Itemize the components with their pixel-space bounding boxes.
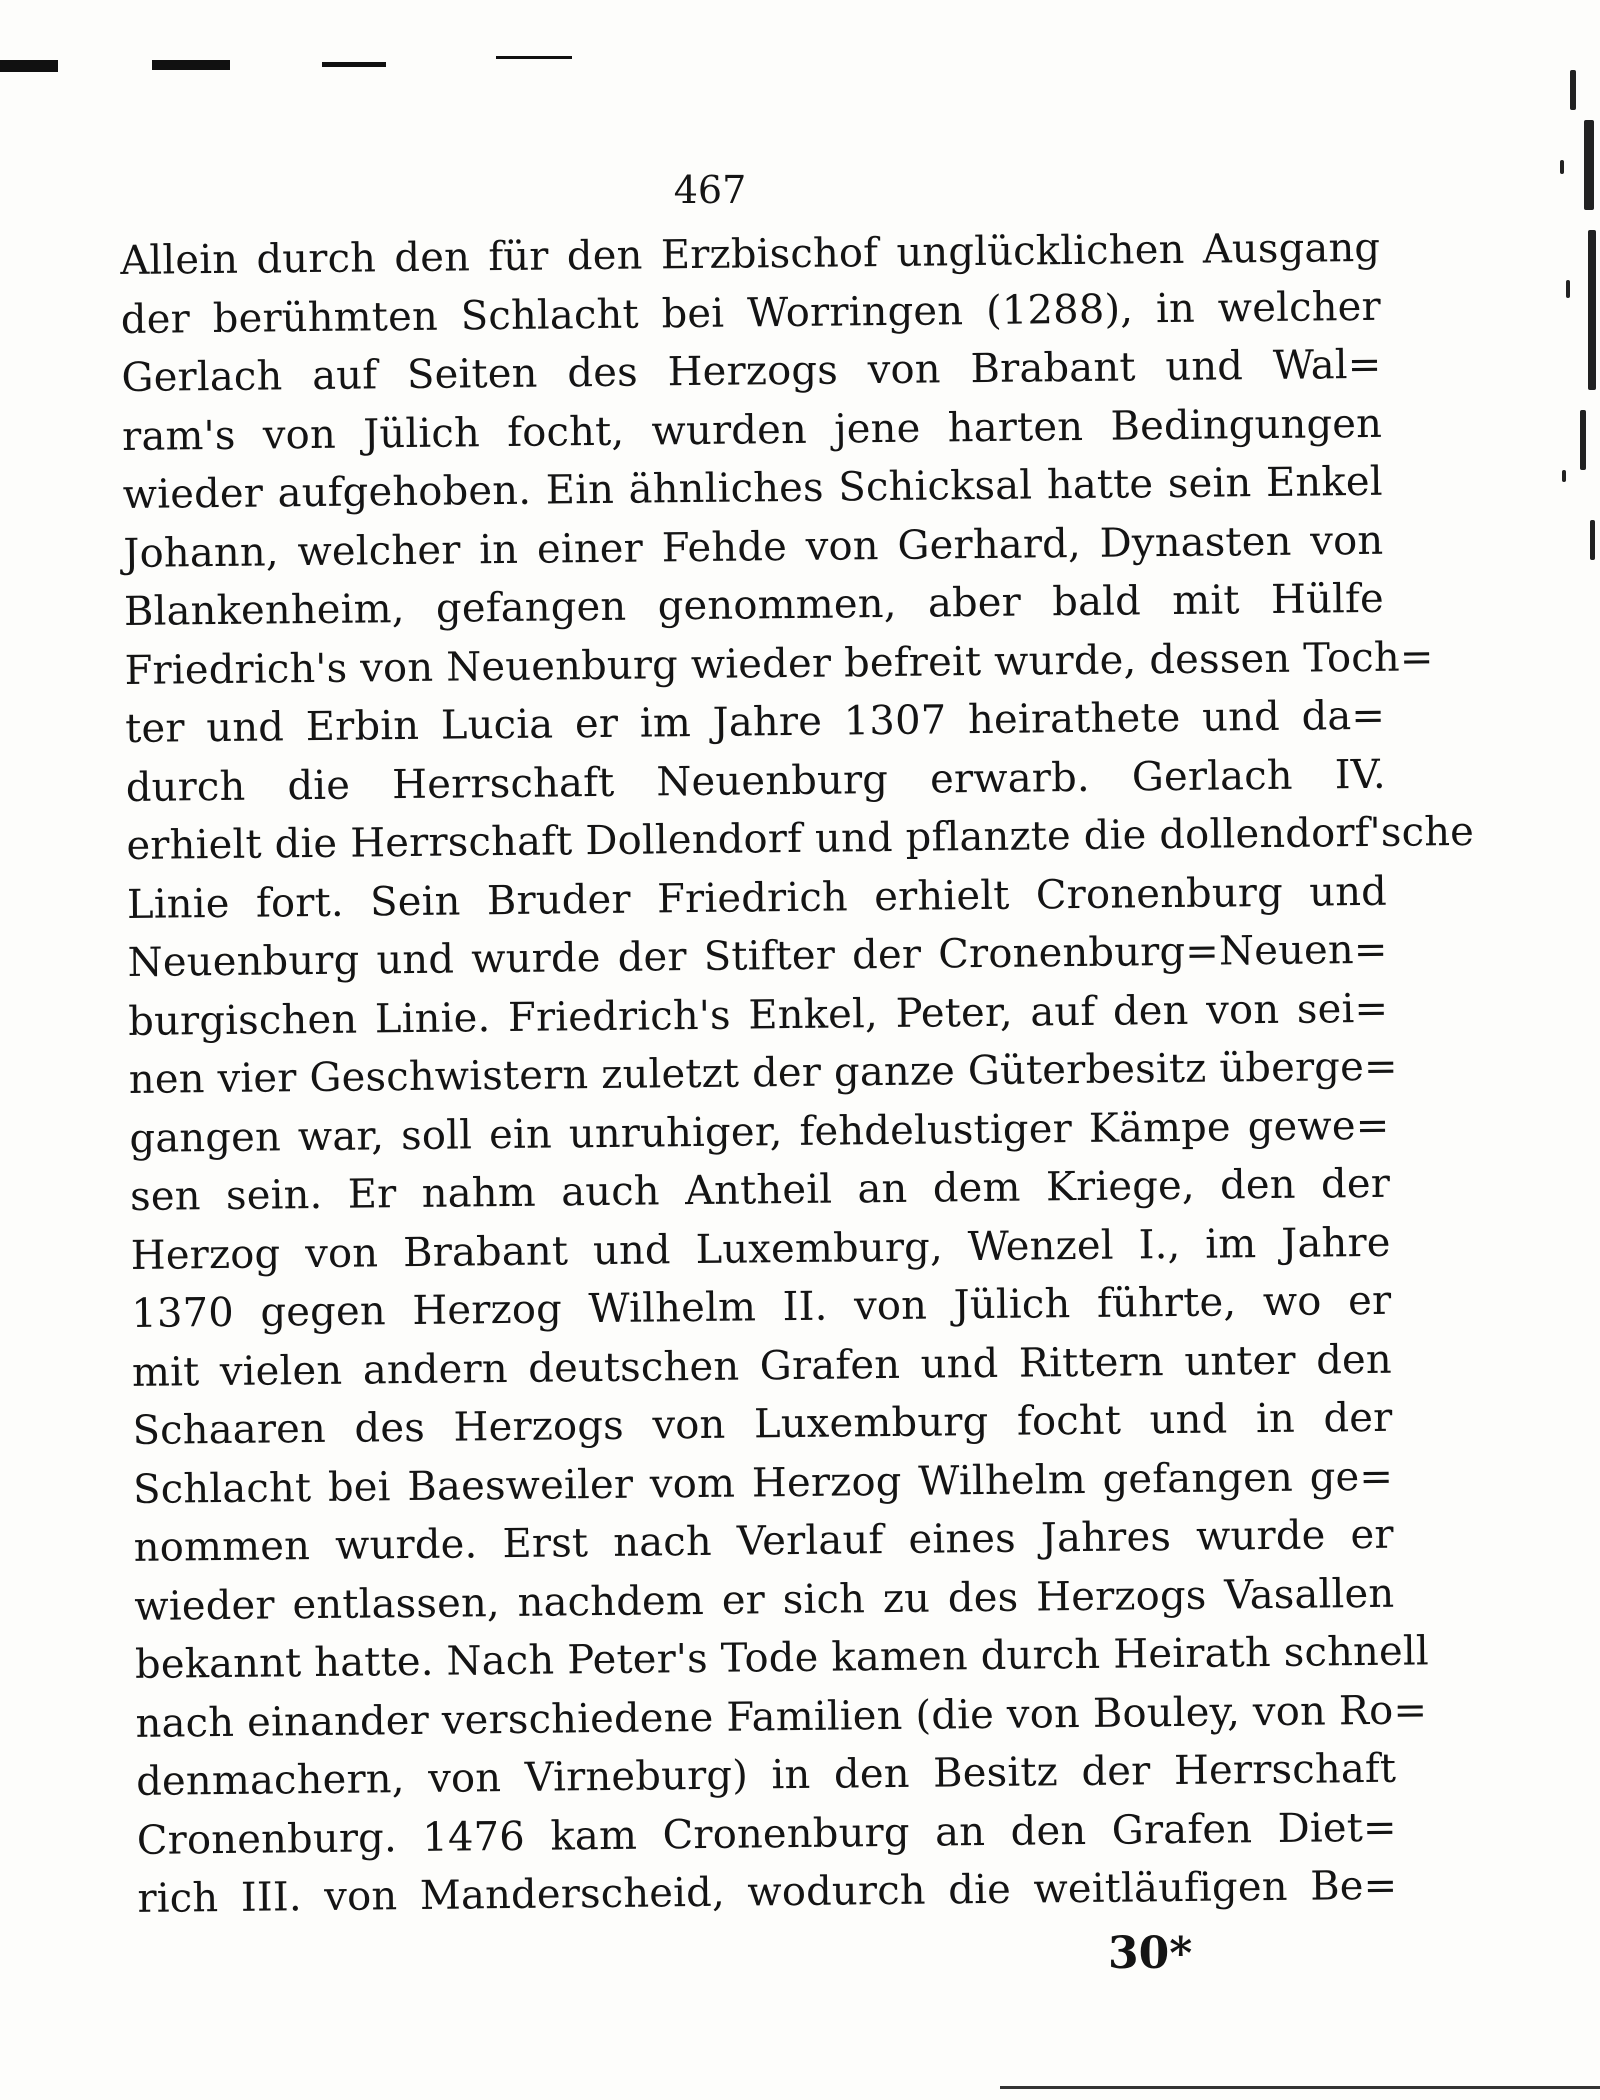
text-line: Allein durch den für den Erzbischof unglücklichen Ausgang (120, 224, 1381, 284)
text-line: Schaaren des Herzogs von Luxemburg focht und in der (132, 1394, 1393, 1454)
scan-artifact (496, 56, 572, 59)
page-number: 467 (673, 168, 747, 212)
text-line: Gerlach auf Seiten des Herzogs von Brabant und Wal= (121, 341, 1382, 401)
text-line: Blankenheim, gefangen genommen, aber bald mit Hülfe (123, 575, 1385, 635)
text-line: Cronenburg. 1476 kam Cronenburg an den Grafen Diet= (136, 1804, 1398, 1864)
text-line: bekannt hatte. Nach Peter's Tode kamen durch Heirath schnell (134, 1628, 1430, 1688)
text-line: Friedrich's von Neuenburg wieder befreit wurde, dessen Toch= (124, 633, 1434, 694)
text-line: rich III. von Manderscheid, wodurch die weitläufigen Be= (137, 1862, 1398, 1922)
text-line: mit vielen andern deutschen Grafen und Rittern unter den (131, 1336, 1393, 1396)
text-line: ram's von Jülich focht, wurden jene harten Bedingungen (121, 400, 1383, 460)
text-line: der berühmten Schlacht bei Worringen (1288), in welcher (120, 283, 1382, 343)
text-line: Schlacht bei Baesweiler vom Herzog Wilhelm gefangen ge= (132, 1453, 1394, 1513)
text-line: erhielt die Herrschaft Dollendorf und pflanzte die dollendorf'sche (126, 808, 1475, 869)
text-line: Neuenburg und wurde der Stifter der Cronenburg=Neuen= (127, 926, 1388, 986)
body-text (120, 219, 1475, 1929)
scan-artifact (1000, 2086, 1600, 2089)
scan-artifact (152, 60, 230, 70)
text-line: burgischen Linie. Friedrich's Enkel, Peter, auf den von sei= (128, 985, 1389, 1045)
text-line: ter und Erbin Lucia er im Jahre 1307 heirathete und da= (124, 692, 1386, 752)
text-line: Linie fort. Sein Bruder Friedrich erhielt Cronenburg und (126, 868, 1388, 928)
signature-mark: 30* (1108, 1928, 1193, 1979)
text-line: nen vier Geschwistern zuletzt der ganze Güterbesitz überge= (128, 1043, 1398, 1103)
text-line: wieder entlassen, nachdem er sich zu des Herzogs Vasallen (134, 1570, 1395, 1630)
text-line: Johann, welcher in einer Fehde von Gerhard, Dynasten von (123, 517, 1384, 577)
text-line: gangen war, soll ein unruhiger, fehdelustiger Kämpe gewe= (129, 1102, 1390, 1162)
text-line: durch die Herrschaft Neuenburg erwarb. Gerlach IV. (125, 751, 1386, 811)
text-line: nach einander verschiedene Familien (die von Bouley, von Ro= (135, 1686, 1428, 1747)
text-line: sen sein. Er nahm auch Antheil an dem Kriege, den der (129, 1160, 1391, 1220)
text-line: nommen wurde. Erst nach Verlauf eines Jahres wurde er (133, 1511, 1394, 1571)
text-line: Herzog von Brabant und Luxemburg, Wenzel I., im Jahre (130, 1219, 1391, 1279)
text-line: denmachern, von Virneburg) in den Besitz der Herrschaft (135, 1745, 1397, 1805)
scan-edge-noise (1540, 50, 1600, 610)
scan-artifact (0, 60, 58, 72)
scan-artifact (322, 62, 386, 67)
text-line: 1370 gegen Herzog Wilhelm II. von Jülich führte, wo er (131, 1277, 1392, 1337)
text-line: wieder aufgehoben. Ein ähnliches Schicksal hatte sein Enkel (122, 458, 1383, 518)
